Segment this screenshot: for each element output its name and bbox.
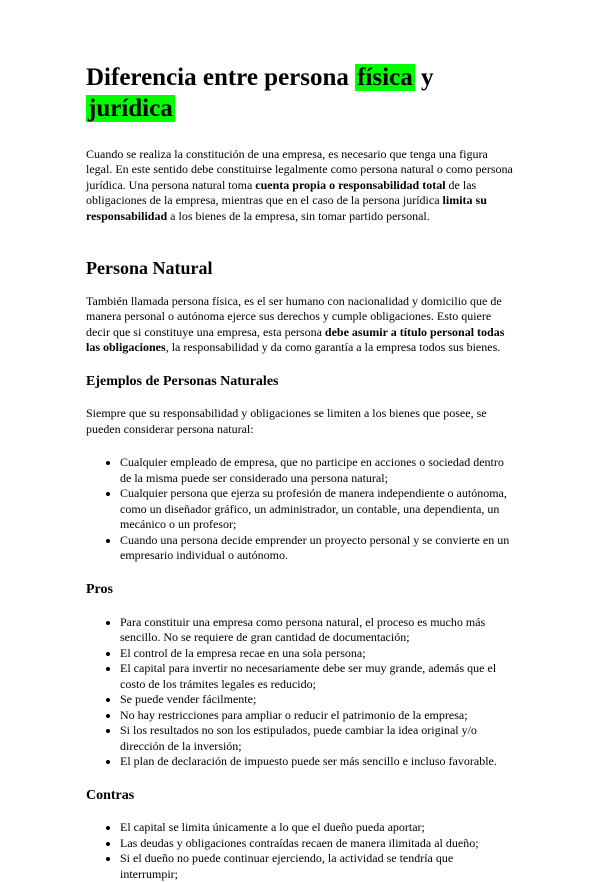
title-prefix: Diferencia entre persona [86,64,356,91]
intro-bold-1: cuenta propia o responsabilidad total [255,177,446,192]
examples-list [86,455,514,564]
intro-bold-2: limita su responsabilidad [86,193,487,223]
list-item: • Cualquier empleado de empresa, que no participe en acciones o sociedad dentro de la misma puede ser considerado una persona natural; [120,455,514,486]
natural-paragraph [86,294,514,356]
list-item: • Cuando una persona decide emprender un proyecto personal y se convierte en un empresario individual o autónomo. [120,533,514,564]
intro-text-1: Cuando se realiza la constitución de una empresa, es necesario que tenga una figura legal. En este sentido debe constituirse legalmente como persona natural o como persona jurídica. Una persona natural toma [86,146,513,192]
title-highlight-fisica: física [357,64,413,91]
natural-bold: debe asumir a título personal todas las obligaciones [86,324,505,355]
list-item: • Si el dueño no puede continuar ejerciendo, la actividad se tendría que interrumpir; [120,851,514,882]
cons-list [86,820,514,882]
list-item: • El capital se limita únicamente a lo que el dueño pueda aportar; [120,820,514,836]
intro-text-3: a los bienes de la empresa, sin tomar partido personal. [167,208,430,223]
intro-text-2: de las obligaciones de la empresa, mientras que en el caso de la persona jurídica [86,177,477,207]
title-highlight-juridica: jurídica [88,95,173,123]
natural-text-2: , la responsabilidad y da como garantía a la empresa todos sus bienes. [165,340,501,355]
natural-text-1: También llamada persona física, es el ser humano con nacionalidad y domicilio que de manera personal o autónoma ejerce sus derechos y cumple obligaciones. Esto quiere decir que si constituye una empresa, esta persona [86,293,502,339]
list-item: • Para constituir una empresa como persona natural, el proceso es mucho más sencillo. No se requiere de gran cantidad de documentación; [120,615,514,646]
pros-list [86,615,514,770]
list-item: • No hay restricciones para ampliar o reducir el patrimonio de la empresa; [120,708,514,724]
title-connector: y [414,64,434,91]
section-heading-contras: Contras [86,787,135,803]
section-heading-examples: Ejemplos de Personas Naturales [86,373,279,389]
examples-intro: Siempre que su responsabilidad y obligaciones se limiten a los bienes que posee, se pueden considerar persona natural: [86,406,487,436]
list-item: • El plan de declaración de impuesto puede ser más sencillo e incluso favorable. [120,754,514,770]
list-item: • Si los resultados no son los estipulados, puede cambiar la idea original y/o dirección de la inversión; [120,723,514,754]
list-item: • El control de la empresa recae en una sola persona; [120,646,514,662]
section-heading-pros: Pros [86,581,113,597]
intro-paragraph [86,147,514,225]
list-item: • Cualquier persona que ejerza su profesión de manera independiente o autónoma, como un diseñador gráfico, un administrador, un contable, una dependienta, un mecánico o un profesor; [120,486,514,533]
page-title [86,62,514,125]
section-heading-natural: Persona Natural [86,258,213,278]
list-item: • Las deudas y obligaciones contraídas recaen de manera ilimitada al dueño; [120,836,514,852]
list-item: • Se puede vender fácilmente; [120,692,514,708]
list-item: • El capital para invertir no necesariamente debe ser muy grande, además que el costo de los trámites legales es reducido; [120,661,514,692]
